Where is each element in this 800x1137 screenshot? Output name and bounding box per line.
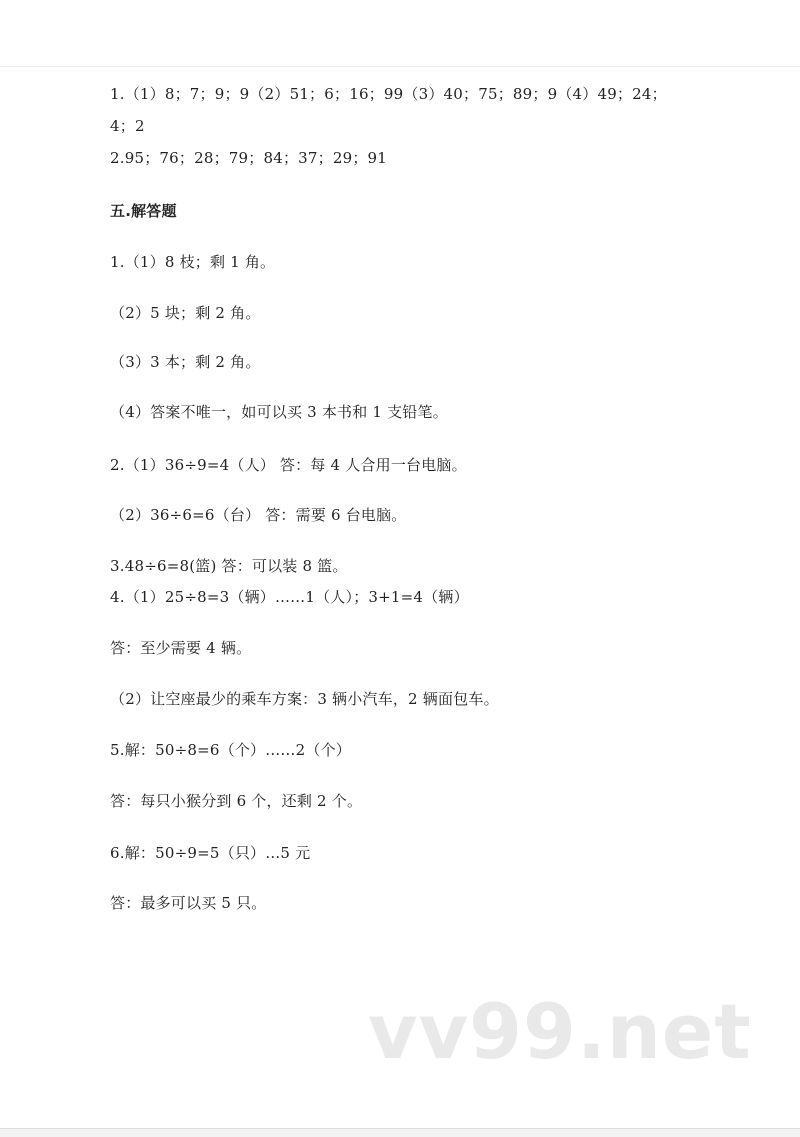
q1-part-4: （4）答案不唯一，如可以买 3 本书和 1 支铅笔。: [110, 403, 448, 421]
q5-part-1: 5.解：50÷8=6（个）……2（个）: [110, 741, 351, 759]
q3-part-1: 3.48÷6=8(篮) 答：可以装 8 篮。: [110, 557, 348, 575]
section-title: 五.解答题: [110, 202, 177, 220]
q2-part-2: （2）36÷6=6（台） 答：需要 6 台电脑。: [110, 506, 407, 524]
q2-part-1: 2.（1）36÷9=4（人） 答：每 4 人合用一台电脑。: [110, 456, 467, 474]
q1-part-3: （3）3 本；剩 2 角。: [110, 353, 261, 371]
watermark-logo: vv99.net: [368, 987, 752, 1076]
q1-part-2: （2）5 块；剩 2 角。: [110, 304, 261, 322]
q4-part-1: 4.（1）25÷8=3（辆）……1（人）；3+1=4（辆）: [110, 588, 469, 606]
q6-part-1: 6.解：50÷9=5（只）…5 元: [110, 844, 311, 862]
answer-line-1: 1.（1）8；7；9；9（2）51；6；16；99（3）40；75；89；9（4）49；24；: [110, 85, 667, 103]
q6-part-2: 答：最多可以买 5 只。: [110, 894, 267, 912]
q1-part-1: 1.（1）8 枝；剩 1 角。: [110, 253, 276, 271]
q4-part-3: （2）让空座最少的乘车方案：3 辆小汽车，2 辆面包车。: [110, 690, 499, 708]
answer-line-3: 2.95；76；28；79；84；37；29；91: [110, 149, 388, 167]
q5-part-2: 答：每只小猴分到 6 个，还剩 2 个。: [110, 792, 363, 810]
page-top-divider: [0, 66, 800, 67]
q4-part-2: 答：至少需要 4 辆。: [110, 639, 252, 657]
answer-line-2: 4；2: [110, 117, 145, 135]
